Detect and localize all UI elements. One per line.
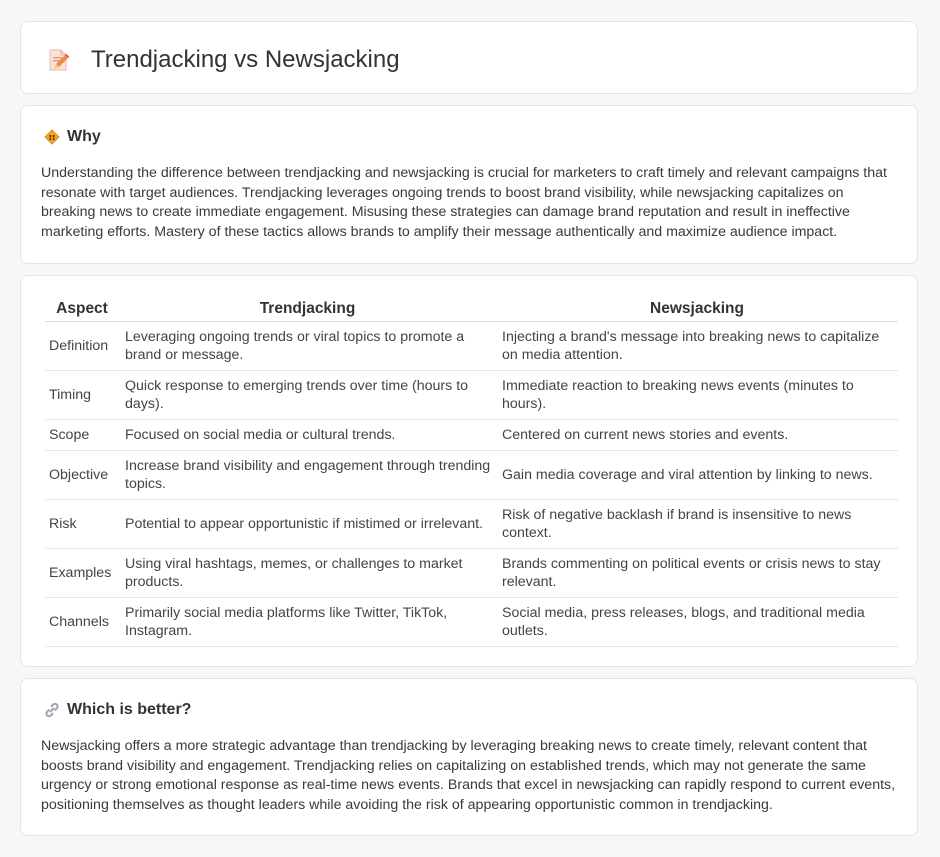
column-header-newsjacking: Newsjacking — [496, 298, 898, 322]
which-is-better-section — [20, 678, 918, 836]
table-row — [45, 371, 898, 420]
newsjacking-cell: Brands commenting on political events or crisis news to stay relevant. — [496, 549, 898, 598]
table-row — [45, 420, 898, 451]
trendjacking-cell: Increase brand visibility and engagement through trending topics. — [119, 451, 496, 500]
newsjacking-cell: Centered on current news stories and events. — [496, 420, 898, 451]
aspect-cell: Channels — [45, 598, 119, 647]
trendjacking-cell: Primarily social media platforms like Twitter, TikTok, Instagram. — [119, 598, 496, 647]
trendjacking-cell: Potential to appear opportunistic if mistimed or irrelevant. — [119, 500, 496, 549]
title-card — [20, 21, 918, 94]
link-icon — [43, 701, 61, 719]
aspect-cell: Examples — [45, 549, 119, 598]
table-row — [45, 549, 898, 598]
aspect-cell: Scope — [45, 420, 119, 451]
table-header-row — [45, 298, 898, 322]
aspect-cell: Risk — [45, 500, 119, 549]
newsjacking-cell: Gain media coverage and viral attention by linking to news. — [496, 451, 898, 500]
better-heading: Which is better? — [67, 701, 192, 718]
trendjacking-cell: Using viral hashtags, memes, or challenges to market products. — [119, 549, 496, 598]
table-row — [45, 322, 898, 371]
why-text: Understanding the difference between trendjacking and newsjacking is crucial for marketers to craft timely and relevant campaigns that resonate with target audiences. Trendjacking leverages ongoing trends to boost brand visibility, while newsjacking capitalizes on breaking news to create immediate engagement. Misusing these strategies can damage brand reputation and result in ineffective marketing efforts. Mastery of these tactics allows brands to amplify their message authentically and maximize audience impact. — [41, 165, 887, 240]
comparison-table — [45, 298, 898, 647]
column-header-aspect: Aspect — [45, 298, 119, 322]
aspect-cell: Definition — [45, 322, 119, 371]
column-header-trendjacking: Trendjacking — [119, 298, 496, 322]
why-header — [43, 128, 101, 146]
title-row — [45, 46, 400, 74]
better-text: Newsjacking offers a more strategic advantage than trendjacking by leveraging breaking news to create timely, relevant content that boosts brand visibility and engagement. Trendjacking relies on capitalizing on established trends, which may not generate the same urgency or strong emotional response as real-time news events. Brands that excel in newsjacking can rapidly respond to current events, positioning themselves as thought leaders while avoiding the risk of appearing opportunistic common in trendjacking. — [41, 738, 896, 813]
document-pencil-icon — [45, 47, 71, 73]
table-row — [45, 451, 898, 500]
trendjacking-cell: Quick response to emerging trends over time (hours to days). — [119, 371, 496, 420]
comparison-section — [20, 275, 918, 667]
newsjacking-cell: Injecting a brand's message into breaking news to capitalize on media attention. — [496, 322, 898, 371]
aspect-cell: Timing — [45, 371, 119, 420]
better-header — [43, 701, 191, 719]
table-row — [45, 598, 898, 647]
trendjacking-cell: Focused on social media or cultural trends. — [119, 420, 496, 451]
why-section — [20, 105, 918, 264]
warning-sign-icon — [43, 128, 61, 146]
newsjacking-cell: Social media, press releases, blogs, and traditional media outlets. — [496, 598, 898, 647]
trendjacking-cell: Leveraging ongoing trends or viral topics to promote a brand or message. — [119, 322, 496, 371]
newsjacking-cell: Risk of negative backlash if brand is insensitive to news context. — [496, 500, 898, 549]
newsjacking-cell: Immediate reaction to breaking news events (minutes to hours). — [496, 371, 898, 420]
table-row — [45, 500, 898, 549]
page-title: Trendjacking vs Newsjacking — [91, 46, 400, 73]
aspect-cell: Objective — [45, 451, 119, 500]
why-heading: Why — [67, 128, 101, 145]
